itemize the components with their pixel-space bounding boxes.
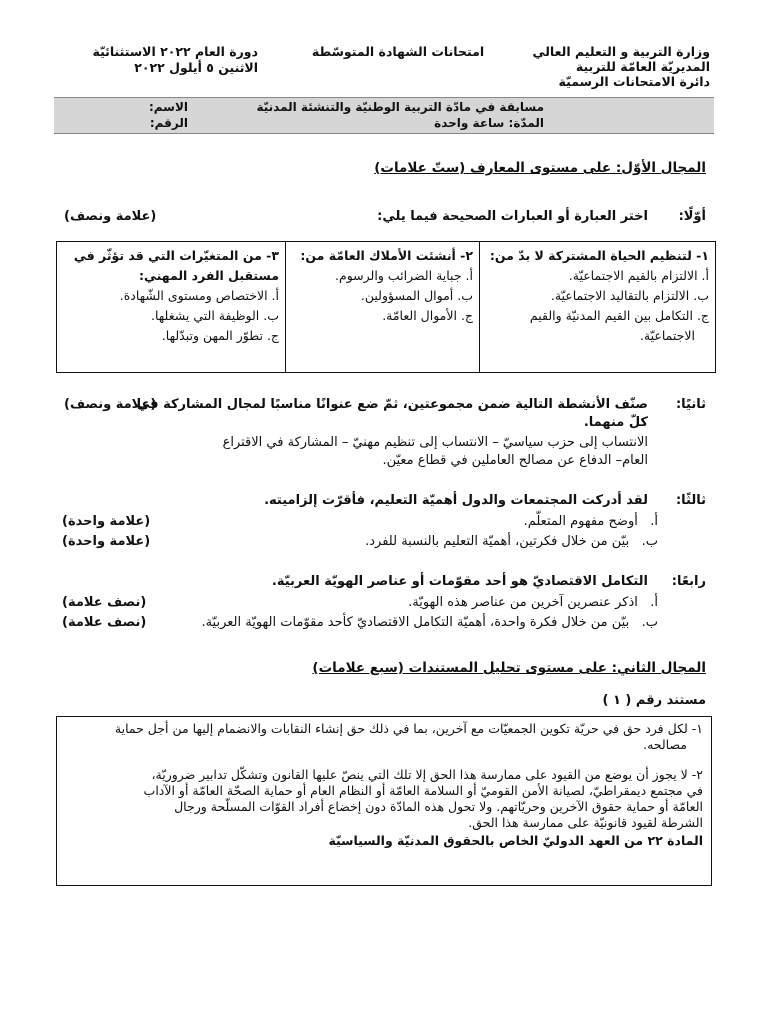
q3-item-a-mark: (علامة واحدة) <box>62 514 151 529</box>
q4-item-a: أ. اذكر عنصرين آخرين من عناصر هذه الهويّة. <box>408 595 658 610</box>
q2-body-2: العام– الدفاع عن مصالح العاملين في قطاع معيّن. <box>382 453 648 468</box>
q1-col3-question-cont: مستقبل الفرد المهني: <box>138 268 279 283</box>
q1-col2-option-b: ب. أموال المسؤولين. <box>360 288 473 303</box>
q1-text: اختر العبارة أو العبارات الصحيحة فيما يلي: <box>377 209 648 224</box>
section1-title: المجال الأوّل: على مستوى المعارف (ستّ علامات) <box>374 160 706 176</box>
ministry-name: وزارة التربية و التعليم العالي <box>532 44 710 59</box>
q4-item-a-mark: (نصف علامة) <box>62 595 147 610</box>
q1-col3-option-b: ب. الوظيفة التي يشغلها. <box>151 308 279 323</box>
q3-text: لقد أدركت المجتمعات والدول أهميّة التعليم، فأقرّت إلزاميته. <box>264 493 648 508</box>
exam-duration: المدّة: ساعة واحدة <box>434 116 544 130</box>
q2-mark: (علامة ونصف) <box>64 397 157 412</box>
header-right <box>480 44 710 89</box>
document-1-box <box>56 716 712 886</box>
q4-item-b: ب. بيّن من خلال فكرة واحدة، أهميّة التكامل الاقتصاديّ كأحد مقوّمات الهويّة العربيّة. <box>201 615 658 630</box>
document-para-2: ٢- لا يجوز أن يوضع من القيود على ممارسة هذا الحق إلا تلك التي ينصّ عليها القانون وتشكّل تدابير ضروريّة، في مجتمع ديمقراطيّ، لصيانة الأمن القوميّ أو السلامة العامّة أو النظام العام أو حماية الصحّة العامّة أو الآداب العامّة أو حماية حقوق الآخرين وحريّاتهم. ولا تحول هذه المادّة دون إخضاع أفراد القوّات المسلّحة ورجال الشرطة لقيود قانونيّة على ممارسة هذا الحق. <box>143 767 703 830</box>
subject-title: مسابقة في مادّة التربية الوطنيّة والتنشئة المدنيّة <box>256 100 544 114</box>
q1-col2-question: ٢- أنشئت الأملاك العامّة من: <box>300 248 473 263</box>
q3-item-a: أ. أوضح مفهوم المتعلّم. <box>523 514 658 529</box>
exam-title: امتحانات الشهادة المتوسّطة <box>311 44 485 59</box>
q1-col1-option-c: ج. التكامل بين القيم المدنيّة والقيم <box>529 308 709 323</box>
q1-col2-option-a: أ. جباية الضرائب والرسوم. <box>335 268 473 283</box>
number-label: الرقم: <box>149 116 188 130</box>
exam-session: دورة العام ٢٠٢٢ الاستثنائيّة <box>92 44 258 59</box>
header-left <box>58 44 258 76</box>
q1-col3-question: ٣- من المتغيّرات التي قد تؤثّر في <box>73 248 279 263</box>
q2-body-1: الانتساب إلى حزب سياسيّ – الانتساب إلى تنظيم مهنيّ – المشاركة في الاقتراع <box>222 435 648 450</box>
document-label: مستند رقم ( ١ ) <box>602 693 706 708</box>
q4-item-b-mark: (نصف علامة) <box>62 615 147 630</box>
q1-col3-option-c: ج. تطوّر المهن وتبدّلها. <box>161 328 279 343</box>
q1-prefix: أوّلًا: <box>678 209 706 224</box>
q1-col1-question: ١- لتنظيم الحياة المشتركة لا بدّ من: <box>489 248 709 263</box>
q1-column-2 <box>285 242 479 372</box>
document-para-1: ١- لكل فرد حق في حريّة تكوين الجمعيّات مع آخرين، بما في ذلك حق إنشاء النقابات والانضمام إليها من أجل حماية مصالحه. <box>114 721 703 752</box>
q4-text: التكامل الاقتصاديّ هو أحد مقوّمات أو عناصر الهويّة العربيّة. <box>271 574 648 589</box>
q3-item-b-mark: (علامة واحدة) <box>62 534 151 549</box>
section2-title: المجال الثاني: على مستوى تحليل المستندات (سبع علامات) <box>312 660 706 676</box>
q1-column-3 <box>57 242 285 372</box>
subject-band <box>54 97 714 134</box>
document-source: المادة ٢٢ من العهد الدوليّ الخاص بالحقوق المدنيّة والسياسيّة <box>328 833 703 848</box>
q1-col3-option-a: أ. الاختصاص ومستوى الشّهادة. <box>119 288 279 303</box>
q1-options-table <box>56 241 716 373</box>
name-label: الاسم: <box>148 100 188 114</box>
department-name: دائرة الامتحانات الرسميّة <box>558 74 710 89</box>
q1-col1-option-a: أ. الالتزام بالقيم الاجتماعيّة. <box>568 268 709 283</box>
q1-mark: (علامة ونصف) <box>64 209 157 224</box>
q1-col1-option-c-cont: الاجتماعيّة. <box>639 328 695 343</box>
q2-prefix: ثانيًا: <box>675 397 706 412</box>
exam-date: الاثنين ٥ أيلول ٢٠٢٢ <box>134 60 258 75</box>
q1-column-1 <box>479 242 715 372</box>
directorate-name: المديريّة العامّة للتربية <box>575 59 710 74</box>
q3-prefix: ثالثًا: <box>675 493 706 508</box>
q2-text: صنّف الأنشطة التالية ضمن مجموعتين، ثمّ ضع عنوانًا مناسبًا لمجال المشاركة في <box>136 397 648 412</box>
q1-col2-option-c: ج. الأموال العامّة. <box>382 308 473 323</box>
q4-prefix: رابعًا: <box>671 574 706 589</box>
q3-item-b: ب. بيّن من خلال فكرتين، أهميّة التعليم بالنسبة للفرد. <box>365 534 658 549</box>
q1-col1-option-b: ب. الالتزام بالتقاليد الاجتماعيّة. <box>550 288 709 303</box>
q2-text-cont: كلّ منهما. <box>583 415 648 430</box>
